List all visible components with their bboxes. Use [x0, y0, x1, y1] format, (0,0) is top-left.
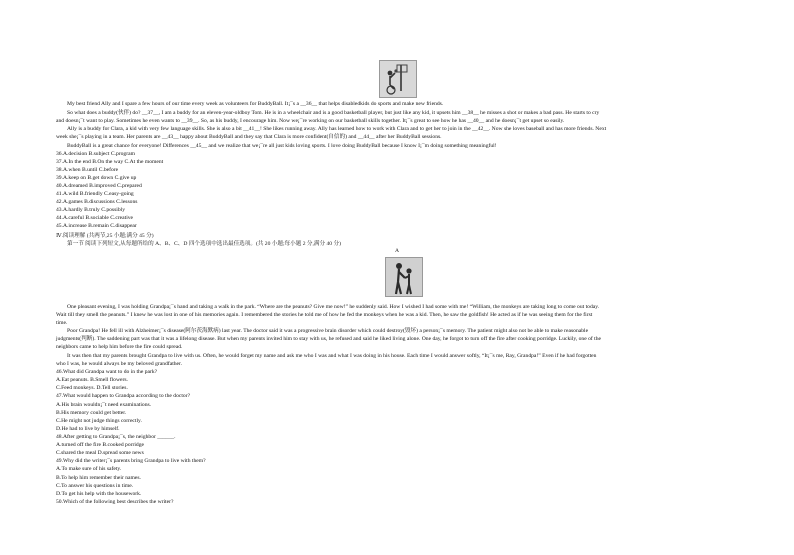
option-row: 41.A.wild B.friendly C.easy-going — [56, 191, 134, 197]
basketball-wheelchair-illustration — [379, 60, 417, 98]
option-row: 40.A.dreamed B.improved C.prepared — [56, 183, 142, 189]
question-line: 50.Which of the following best describes the writer? — [56, 499, 174, 505]
passage2-line: judgments(判断). The saddening part was that it was a lifelong disease. But when my parents invited him to stay with us, he refused and said he liked living alone. One day, he forgot to turn off the fire after cooking porridge. Luckily, one of the — [56, 336, 601, 342]
passage2-line: neighbors came to help him before the fire could spread. — [56, 344, 183, 350]
question-line: D.To get his help with the housework. — [56, 491, 142, 497]
question-line: D.He had to live by himself. — [56, 426, 120, 432]
passage1-paragraph2-cont: and doesn¡¯t want to play. Sometimes he even wants to __39__. So, as his buddy, I encourage him. Now we¡¯re working on our basketball skills together. It¡¯s great to see how he has __40__ and he doesn¡¯t get upset so easily. — [56, 118, 565, 124]
passage2-line: It was then that my parents brought Grandpa to live with us. Often, he would forget my name and ask me who I was and what I was doing in his house. Each time I would answer softly, “It¡¯s me, Ray, Grandpa!” Even if he had forgotten — [67, 353, 597, 359]
option-row: 42.A.games B.discussions C.lessons — [56, 199, 138, 205]
question-line: C.shared the meal D.spread some news — [56, 450, 144, 456]
section-header: Ⅳ.阅读理解 (共两节,25 小题;满分 45 分) — [56, 233, 154, 239]
passage1-paragraph1: My best friend Ally and I spare a few hours of our time every week as volunteers for BuddyBall. It¡¯s a __36__ that helps disabledkids do sports and make new friends. — [67, 101, 444, 107]
question-line: C.Feed monkeys. D.Tell stories. — [56, 385, 128, 391]
passage1-paragraph2: So what does a buddy(伙伴) do? __37__, I am a buddy for an eleven-year-oldboy Tom. He is in a wheelchair and is a good basketball player, but just like any kid, it upsets him __38__ he misses a shot or makes a bad pass. He starts to cry — [67, 110, 600, 116]
question-line: A.Eat peanuts. B.Smell flowers. — [56, 377, 128, 383]
question-line: A.To make sure of his safety. — [56, 466, 122, 472]
passage2-line: who I was, he would always be my beloved grandfather. — [56, 361, 182, 367]
question-line: C.He might not judge things correctly. — [56, 418, 142, 424]
passage1-paragraph4: BuddyBall is a great chance for everyone! Differences __45__ and we realize that we¡¯re all just kids loving sports. I love doing BuddyBall because I know I¡¯m doing something meaningful! — [67, 143, 497, 149]
passage2-line: One pleasant evening, I was holding Grandpa¡¯s hand and taking a walk in the park. “Where are the peanuts? Give me now!” he suddenly said. How I wished I had some with me! “William, the monkeys are taking long to come out today. — [67, 304, 600, 310]
question-line: A.His brain wouldn¡¯t need examinations. — [56, 402, 152, 408]
option-row: 45.A.increase B.remain C.disappear — [56, 223, 137, 229]
question-line: C.To answer his questions in time. — [56, 483, 134, 489]
question-line: 46.What did Grandpa want to do in the park? — [56, 369, 158, 375]
passage2-line: Poor Grandpa! He fell ill with Alzheimer¡¯s disease(阿尔茨海默病) last year. The doctor said it was a progressive brain disorder which could destroy(毁坏) a person¡¯s memory. The patient might also not be able to make reasonable — [67, 328, 589, 334]
passage1-paragraph3: Ally is a buddy for Clara, a kid with very few language skills. She is also a bit __41__! She likes running away. Ally has learned how to work with Clara and to get her to join in the __42__. Now she loves baseball and has more friends. Next — [67, 126, 607, 132]
option-row: 39.A.keep on B.get down C.give up — [56, 175, 137, 181]
section-letter: A — [395, 248, 400, 254]
basketball-player-icon — [380, 61, 416, 97]
option-row: 38.A.when B.until C.before — [56, 167, 119, 173]
section-instructions: 第一节 阅读下列短文,从每题所给的 A、B、C、D 四个选项中选出最佳选项。(共 20 小题;每小题 2 分,满分 40 分) — [67, 241, 341, 247]
option-row: 37.A.In the end B.On the way C.At the moment — [56, 159, 164, 165]
passage2-line: time. — [56, 320, 68, 326]
passage1-paragraph3-cont: week she¡¯s playing in a team. Her parents are __43__ happy about BuddyBall and they say that Clara is more confident(自信的) and __44__ after her BuddyBall sessions. — [56, 134, 442, 140]
option-row: 43.A.hardly B.truly C.possibly — [56, 207, 125, 213]
question-line: B.To help him remember their names. — [56, 475, 141, 481]
question-line: 48.After getting to Grandpa¡¯s, the neighbor ______. — [56, 434, 176, 440]
grandpa-walk-illustration — [385, 257, 423, 297]
option-row: 44.A.careful B.sociable C.creative — [56, 215, 134, 221]
question-line: A.turned off the fire B.cooked porridge — [56, 442, 144, 448]
question-line: 49.Why did the writer¡¯s parents bring Grandpa to live with them? — [56, 458, 206, 464]
passage2-line: Wait till they smell the peanuts.” I knew he was lost in one of his memories again. I remembered the stories he told me of how he fed the monkeys when he was a kid. Then, he saw the goldfish! He acted as if he was seeing them for the first — [56, 312, 593, 318]
two-people-walking-icon — [386, 258, 422, 296]
question-line: 47.What would happen to Grandpa according to the doctor? — [56, 393, 191, 399]
option-row: 36.A.decision B.subject C.program — [56, 151, 135, 157]
question-line: B.His memory could get better. — [56, 410, 127, 416]
